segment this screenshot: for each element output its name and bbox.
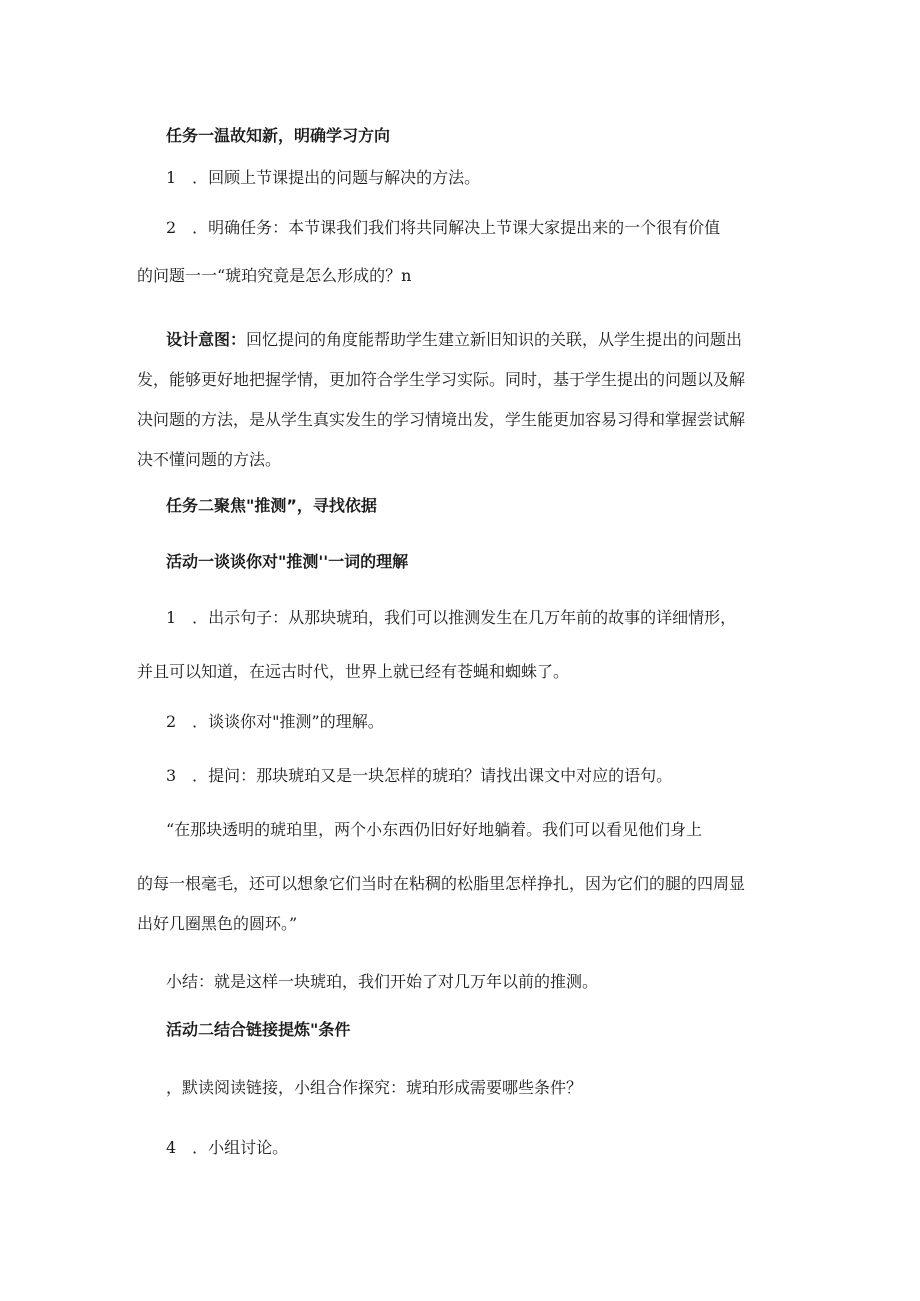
summary-text: 小结：就是这样一块琥珀，我们开始了对几万年以前的推测。 (166, 972, 599, 991)
design-intent-label: 设计意图： (166, 330, 247, 349)
activity1-item-1-line1: 1 ．出示句子：从那块琥珀，我们可以推测发生在几万年前的故事的详细情形， (166, 608, 737, 627)
task1-item-2-line2: 的问题一一“琥珀究竟是怎么形成的？n (137, 266, 412, 285)
task1-heading: 任务一温故知新，明确学习方向 (166, 126, 391, 145)
activity2-item-1: ，默读阅读链接，小组合作探究：琥珀形成需要哪些条件？ (166, 1078, 583, 1097)
activity2-item-4: 4 ．小组讨论。 (166, 1138, 289, 1157)
design-intent-text: 回忆提问的角度能帮助学生建立新旧知识的关联，从学生提出的问题出 (246, 330, 743, 349)
quote-line1: “在那块透明的琥珀里，两个小东西仍旧好好地躺着。我们可以看见他们身上 (166, 820, 703, 839)
activity2-heading: 活动二结合链接提炼"条件 (166, 1020, 351, 1039)
activity1-heading: 活动一谈谈你对"推测''一词的理解 (166, 552, 409, 571)
activity1-item-1-line2: 并且可以知道，在远古时代，世界上就已经有苍蝇和蜘蛛了。 (137, 662, 570, 681)
design-intent-line4: 决不懂问题的方法。 (137, 450, 282, 469)
quote-line2: 的每一根毫毛，还可以想象它们当时在粘稠的松脂里怎样挣扎，因为它们的腿的四周显 (137, 874, 746, 893)
design-intent-line2: 发，能够更好地把握学情，更加符合学生学习实际。同时，基于学生提出的问题以及解 (137, 370, 746, 389)
activity1-item-2: 2 ．谈谈你对"推测”的理解。 (166, 712, 384, 731)
design-intent-line3: 决问题的方法，是从学生真实发生的学习情境出发，学生能更加容易习得和掌握尝试解 (137, 410, 746, 429)
design-intent-line1 (166, 330, 742, 351)
task2-heading: 任务二聚焦"推测”，寻找依据 (166, 496, 377, 515)
task1-item-1: 1 ．回顾上节课提出的问题与解决的方法。 (166, 168, 481, 187)
task1-item-2-line1: 2 ．明确任务：本节课我们我们将共同解决上节课大家提出来的一个很有价值 (166, 218, 721, 237)
activity1-item-3: 3 ．提问：那块琥珀又是一块怎样的琥珀？请找出课文中对应的语句。 (166, 766, 673, 785)
quote-line3: 出好几圈黑色的圆环。” (137, 914, 298, 933)
